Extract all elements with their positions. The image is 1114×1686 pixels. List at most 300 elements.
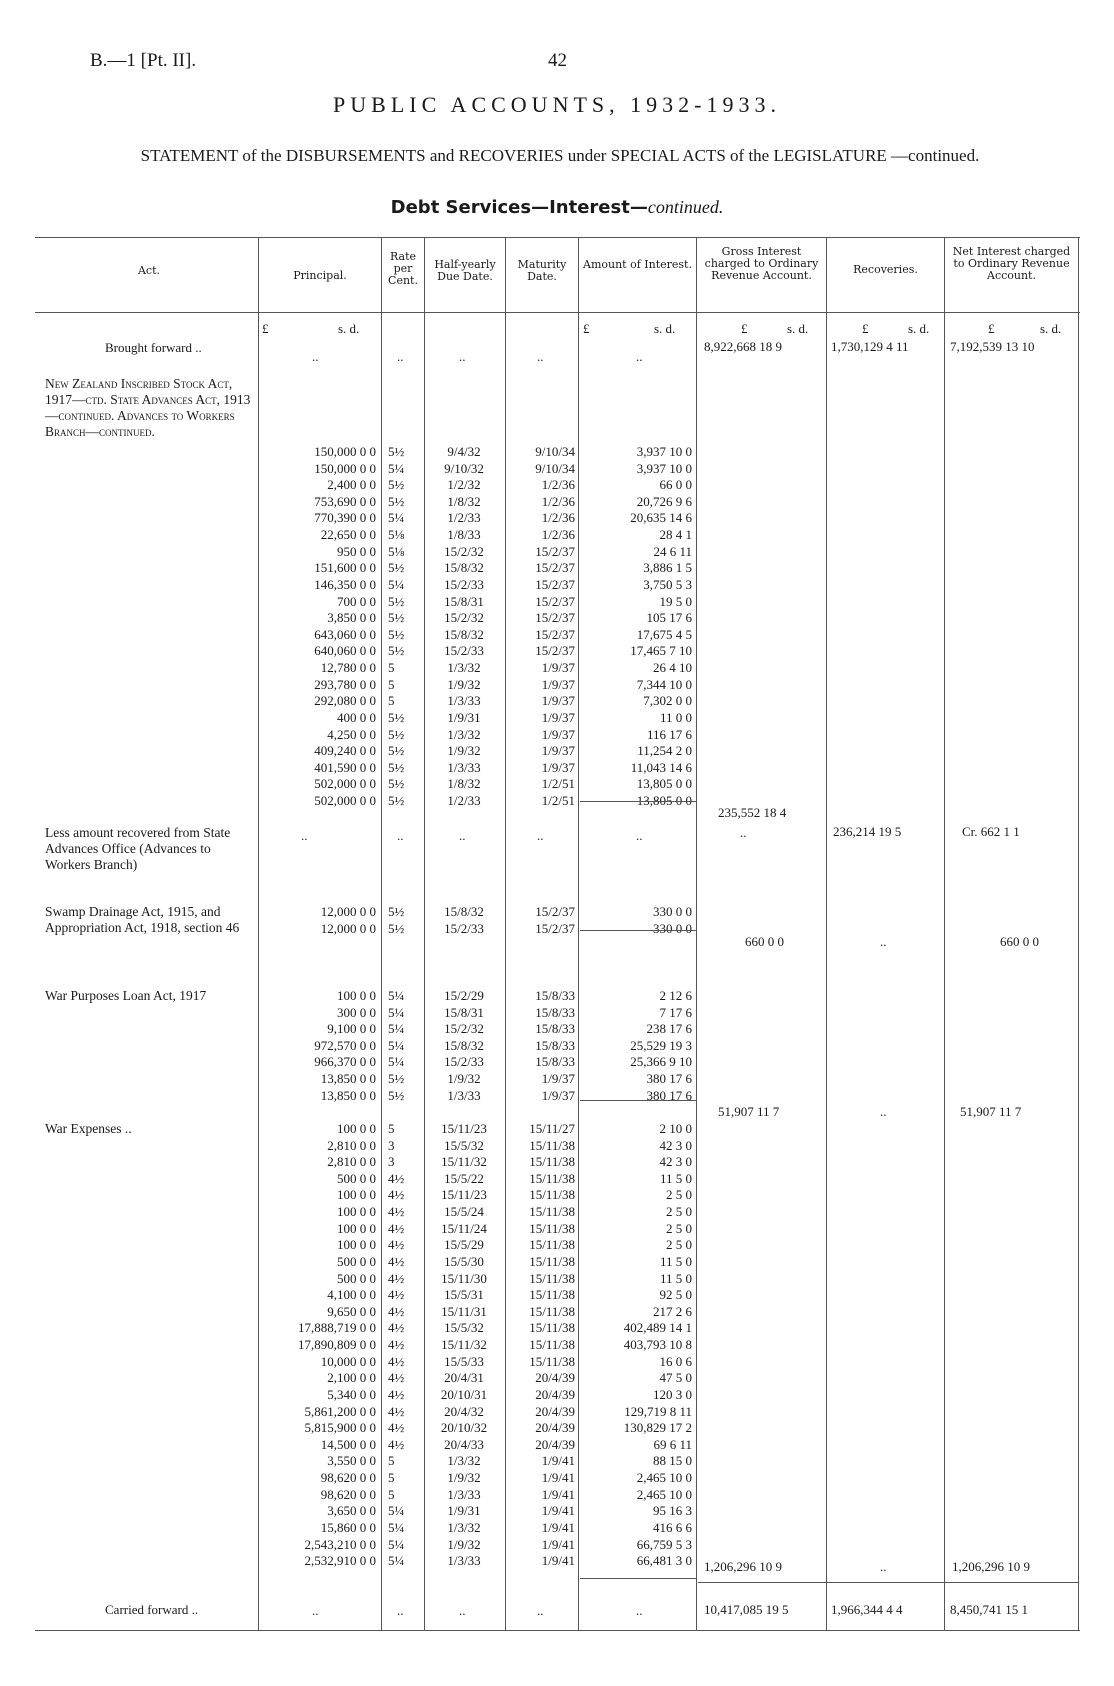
halfyearly-date-cell: 1/3/32 (447, 1453, 481, 1469)
interest-amount-cell: 2 5 0 (666, 1237, 692, 1253)
halfyearly-date-cell: 15/2/33 (444, 576, 484, 592)
principal-cell: 9,100 0 0 (327, 1021, 376, 1037)
maturity-date-cell: 1/2/36 (541, 527, 575, 543)
interest-amount-cell: 380 17 6 (646, 1071, 692, 1087)
principal-cell: 640,060 0 0 (314, 643, 376, 659)
rate-cell: 5½ (388, 643, 405, 659)
placeholder-dots: .. (636, 349, 643, 364)
halfyearly-date-cell: 1/9/32 (447, 1536, 481, 1552)
maturity-date-cell: 1/9/41 (541, 1470, 575, 1486)
interest-amount-cell: 25,366 9 10 (630, 1054, 692, 1070)
principal-cell: 4,100 0 0 (327, 1287, 376, 1303)
table-row (0, 1537, 1114, 1553)
col-rate: Rate per Cent. (388, 250, 418, 287)
rate-cell: 4½ (388, 1436, 405, 1452)
halfyearly-date-cell: 15/5/29 (444, 1237, 484, 1253)
recoveries-state-advances: 236,214 19 5 (833, 824, 902, 839)
rate-cell: 4½ (388, 1237, 405, 1253)
brought-forward-label: Brought forward .. (105, 340, 202, 355)
interest-amount-cell: 116 17 6 (646, 726, 692, 742)
table-bottom-rule (35, 1630, 1080, 1631)
net-swamp-drainage: 660 0 0 (1000, 934, 1039, 949)
maturity-date-cell: 20/4/39 (535, 1370, 575, 1386)
net-state-advances: Cr. 662 1 1 (962, 824, 1020, 839)
interest-amount-cell: 416 6 6 (653, 1519, 692, 1535)
subtotal-rule (580, 930, 696, 931)
placeholder-dots: .. (537, 349, 544, 364)
principal-cell: 2,810 0 0 (327, 1154, 376, 1170)
table-row (0, 1337, 1114, 1353)
subtotal-rule (580, 1578, 696, 1579)
maturity-date-cell: 15/2/37 (535, 904, 575, 919)
rate-cell: 5½ (388, 626, 405, 642)
gross-war-expenses: 1,206,296 10 9 (704, 1559, 782, 1574)
table-row (0, 444, 1114, 460)
maturity-date-cell: 15/11/38 (529, 1353, 575, 1369)
rate-cell: 4½ (388, 1420, 405, 1436)
maturity-date-cell: 1/9/41 (541, 1519, 575, 1535)
halfyearly-date-cell: 15/11/31 (441, 1303, 487, 1319)
rate-cell: 4½ (388, 1303, 405, 1319)
maturity-date-cell: 1/9/41 (541, 1553, 575, 1569)
maturity-date-cell: 15/2/37 (535, 643, 575, 659)
placeholder-dots: .. (880, 934, 887, 949)
interest-amount-cell: 11 5 0 (659, 1270, 692, 1286)
halfyearly-date-cell: 1/8/32 (447, 493, 481, 509)
interest-amount-cell: 11 0 0 (659, 709, 692, 725)
maturity-date-cell: 15/11/38 (529, 1220, 575, 1236)
statement-subtitle: STATEMENT of the DISBURSEMENTS and RECOVERIES under SPECIAL ACTS of the LEGISLATURE —continued. (140, 146, 980, 165)
halfyearly-date-cell: 15/5/31 (444, 1287, 484, 1303)
interest-amount-cell: 13,805 0 0 (636, 776, 692, 792)
table-row (0, 1304, 1114, 1320)
rate-cell: 4½ (388, 1320, 405, 1336)
act-name-inscribed-stock: New Zealand Inscribed Stock Act, 1917—ctd. State Advances Act, 1913—continued. Advances to Workers Branch—continued. (45, 376, 251, 439)
placeholder-dots: .. (459, 828, 466, 843)
rate-cell: 5½ (388, 726, 405, 742)
rate-cell: 5¼ (388, 460, 405, 476)
maturity-date-cell: 15/2/37 (535, 560, 575, 576)
halfyearly-date-cell: 1/9/31 (447, 709, 481, 725)
interest-amount-cell: 7,344 10 0 (636, 676, 692, 692)
halfyearly-date-cell: 15/8/32 (444, 560, 484, 576)
rate-cell: 5¼ (388, 1553, 405, 1569)
halfyearly-date-cell: 1/8/32 (447, 776, 481, 792)
maturity-date-cell: 15/8/33 (535, 1054, 575, 1070)
table-row (0, 510, 1114, 526)
principal-cell: 500 0 0 (337, 1253, 376, 1269)
rate-cell: 5¼ (388, 1503, 405, 1519)
maturity-date-cell: 15/2/37 (535, 543, 575, 559)
interest-amount-cell: 11 5 0 (659, 1170, 692, 1186)
table-row (0, 477, 1114, 493)
rate-cell: 4½ (388, 1220, 405, 1236)
unit-pound: £ (583, 321, 590, 336)
maturity-date-cell: 20/4/39 (535, 1436, 575, 1452)
maturity-date-cell: 1/2/36 (541, 510, 575, 526)
maturity-date-cell: 15/11/38 (529, 1137, 575, 1153)
maturity-date-cell: 15/11/27 (529, 1121, 575, 1136)
rate-cell: 5½ (388, 904, 405, 919)
halfyearly-date-cell: 1/2/32 (447, 477, 481, 493)
halfyearly-date-cell: 1/3/33 (447, 693, 481, 709)
halfyearly-date-cell: 20/10/31 (440, 1386, 488, 1402)
col-net: Net Interest charged to Ordinary Revenue Account. (952, 245, 1071, 282)
halfyearly-date-cell: 15/2/32 (444, 543, 484, 559)
principal-cell: 972,570 0 0 (314, 1037, 376, 1053)
interest-amount-cell: 26 4 10 (653, 660, 692, 676)
page-reference: B.—1 [Pt. II]. (90, 50, 197, 71)
halfyearly-date-cell: 15/8/32 (444, 904, 484, 919)
interest-amount-cell: 42 3 0 (659, 1137, 692, 1153)
principal-cell: 300 0 0 (337, 1004, 376, 1020)
halfyearly-date-cell: 15/5/32 (444, 1137, 484, 1153)
section-heading-continued: continued. (647, 197, 724, 217)
principal-cell: 500 0 0 (337, 1170, 376, 1186)
maturity-date-cell: 15/2/37 (535, 610, 575, 626)
rate-cell: 5½ (388, 776, 405, 792)
subtotal-rule (580, 1100, 696, 1101)
maturity-date-cell: 15/11/38 (529, 1303, 575, 1319)
table-row (0, 643, 1114, 659)
halfyearly-date-cell: 1/3/33 (447, 1087, 481, 1103)
group-label-less-recovered: Less amount recovered from State Advances Office (Advances to Workers Branch) (45, 825, 231, 872)
brought-forward-recoveries: 1,730,129 4 11 (831, 339, 909, 354)
table-row (0, 1088, 1114, 1104)
table-row (0, 1171, 1114, 1187)
interest-amount-cell: 2 5 0 (666, 1187, 692, 1203)
table-row (0, 727, 1114, 743)
placeholder-dots: .. (537, 828, 544, 843)
halfyearly-date-cell: 15/2/33 (444, 643, 484, 659)
subtotal-rule (580, 801, 696, 802)
rate-cell: 5 (388, 1470, 395, 1486)
table-row (0, 577, 1114, 593)
table-row (0, 988, 1114, 1004)
maturity-date-cell: 15/8/33 (535, 1021, 575, 1037)
rate-cell: 5½ (388, 593, 405, 609)
maturity-date-cell: 15/2/37 (535, 920, 575, 936)
halfyearly-date-cell: 9/10/32 (444, 460, 484, 476)
principal-cell: 10,000 0 0 (320, 1353, 376, 1369)
principal-cell: 502,000 0 0 (314, 793, 376, 809)
table-row (0, 544, 1114, 560)
maturity-date-cell: 15/2/37 (535, 576, 575, 592)
table-row (0, 1021, 1114, 1037)
rate-cell: 4½ (388, 1170, 405, 1186)
principal-cell: 770,390 0 0 (314, 510, 376, 526)
col-act: Act. (137, 264, 161, 277)
table-row (0, 1154, 1114, 1170)
rate-cell: 5½ (388, 444, 405, 459)
interest-amount-cell: 25,529 19 3 (630, 1037, 692, 1053)
interest-amount-cell: 3,937 10 0 (636, 444, 692, 459)
rate-cell: 3 (388, 1154, 395, 1170)
rate-cell: 4½ (388, 1204, 405, 1220)
table-row (0, 1054, 1114, 1070)
rate-cell: 5¼ (388, 510, 405, 526)
principal-cell: 400 0 0 (337, 709, 376, 725)
principal-cell: 100 0 0 (337, 1220, 376, 1236)
table-row (0, 1503, 1114, 1519)
halfyearly-date-cell: 1/9/32 (447, 1071, 481, 1087)
halfyearly-date-cell: 15/5/24 (444, 1204, 484, 1220)
rate-cell: 5½ (388, 920, 405, 936)
maturity-date-cell: 15/11/38 (529, 1204, 575, 1220)
interest-amount-cell: 238 17 6 (646, 1021, 692, 1037)
halfyearly-date-cell: 15/11/30 (441, 1270, 487, 1286)
halfyearly-date-cell: 1/3/32 (447, 660, 481, 676)
halfyearly-date-cell: 15/2/33 (444, 1054, 484, 1070)
table-row (0, 1271, 1114, 1287)
table-row (0, 1354, 1114, 1370)
principal-cell: 14,500 0 0 (320, 1436, 376, 1452)
interest-amount-cell: 2 5 0 (666, 1220, 692, 1236)
maturity-date-cell: 1/9/41 (541, 1503, 575, 1519)
table-row (0, 1071, 1114, 1087)
halfyearly-date-cell: 15/11/32 (441, 1337, 487, 1353)
interest-amount-cell: 11,254 2 0 (637, 743, 692, 759)
halfyearly-date-cell: 1/3/33 (447, 1553, 481, 1569)
unit-sd: s. d. (338, 321, 360, 336)
carried-forward-gross: 10,417,085 19 5 (704, 1602, 789, 1617)
table-row (0, 1187, 1114, 1203)
principal-cell: 13,850 0 0 (320, 1087, 376, 1103)
net-war-expenses: 1,206,296 10 9 (952, 1559, 1030, 1574)
header-bottom-rule (35, 312, 1080, 313)
halfyearly-date-cell: 1/8/33 (447, 527, 481, 543)
principal-cell: 950 0 0 (337, 543, 376, 559)
col-amount: Amount of Interest. (583, 258, 692, 271)
interest-amount-cell: 330 0 0 (653, 904, 692, 919)
interest-amount-cell: 3,937 10 0 (636, 460, 692, 476)
rate-cell: 5 (388, 660, 395, 676)
interest-amount-cell: 403,793 10 8 (623, 1337, 692, 1353)
principal-cell: 9,650 0 0 (327, 1303, 376, 1319)
maturity-date-cell: 1/9/37 (541, 726, 575, 742)
interest-amount-cell: 129,719 8 11 (624, 1403, 692, 1419)
interest-amount-cell: 24 6 11 (653, 543, 692, 559)
placeholder-dots: .. (397, 1603, 404, 1618)
interest-amount-cell: 11 5 0 (659, 1253, 692, 1269)
principal-cell: 5,815,900 0 0 (304, 1420, 376, 1436)
placeholder-dots: .. (312, 349, 319, 364)
interest-amount-cell: 20,726 9 6 (636, 493, 692, 509)
unit-sd: s. d. (654, 321, 676, 336)
group-label-war-expenses: War Expenses .. (45, 1121, 132, 1136)
maturity-date-cell: 15/11/38 (529, 1337, 575, 1353)
placeholder-dots: .. (636, 828, 643, 843)
table-row (0, 1370, 1114, 1386)
halfyearly-date-cell: 1/3/32 (447, 726, 481, 742)
brought-forward-gross: 8,922,668 18 9 (704, 339, 782, 354)
maturity-date-cell: 20/4/39 (535, 1386, 575, 1402)
principal-cell: 22,650 0 0 (320, 527, 376, 543)
interest-amount-cell: 17,675 4 5 (636, 626, 692, 642)
principal-cell: 15,860 0 0 (320, 1519, 376, 1535)
table-row (0, 710, 1114, 726)
interest-amount-cell: 69 6 11 (653, 1436, 692, 1452)
interest-amount-cell: 380 17 6 (646, 1087, 692, 1103)
interest-amount-cell: 217 2 6 (653, 1303, 692, 1319)
interest-amount-cell: 20,635 14 6 (630, 510, 692, 526)
interest-amount-cell: 28 4 1 (659, 527, 692, 543)
table-row (0, 1287, 1114, 1303)
interest-amount-cell: 47 5 0 (659, 1370, 692, 1386)
halfyearly-date-cell: 1/2/33 (447, 510, 481, 526)
rate-cell: 4½ (388, 1337, 405, 1353)
gross-swamp-drainage: 660 0 0 (745, 934, 784, 949)
table-row (0, 1437, 1114, 1453)
rate-cell: 4½ (388, 1270, 405, 1286)
principal-cell: 13,850 0 0 (320, 1071, 376, 1087)
principal-cell: 100 0 0 (337, 988, 376, 1003)
interest-amount-cell: 2 5 0 (666, 1204, 692, 1220)
rate-cell: 4½ (388, 1187, 405, 1203)
rate-cell: 5½ (388, 1087, 405, 1103)
rate-cell: 5½ (388, 1071, 405, 1087)
maturity-date-cell: 15/11/38 (529, 1287, 575, 1303)
table-row (0, 1204, 1114, 1220)
rate-cell: 5½ (388, 743, 405, 759)
interest-amount-cell: 402,489 14 1 (623, 1320, 692, 1336)
maturity-date-cell: 1/9/37 (541, 693, 575, 709)
rate-cell: 5¼ (388, 1037, 405, 1053)
table-row (0, 660, 1114, 676)
carried-forward-net: 8,450,741 15 1 (950, 1602, 1028, 1617)
table-row (0, 921, 1114, 937)
halfyearly-date-cell: 15/8/31 (444, 593, 484, 609)
rate-cell: 4½ (388, 1386, 405, 1402)
gross-state-advances: 235,552 18 4 (718, 805, 787, 820)
maturity-date-cell: 9/10/34 (535, 460, 575, 476)
placeholder-dots: .. (397, 349, 404, 364)
maturity-date-cell: 15/2/37 (535, 626, 575, 642)
table-row (0, 693, 1114, 709)
rate-cell: 5 (388, 676, 395, 692)
carried-forward-label: Carried forward .. (105, 1602, 199, 1617)
interest-amount-cell: 7 17 6 (659, 1004, 692, 1020)
principal-cell: 753,690 0 0 (314, 493, 376, 509)
maturity-date-cell: 1/9/37 (541, 676, 575, 692)
col-halfyearly: Half-yearly Due Date. (434, 258, 496, 283)
interest-amount-cell: 17,465 7 10 (630, 643, 692, 659)
maturity-date-cell: 15/11/38 (529, 1253, 575, 1269)
maturity-date-cell: 1/2/36 (541, 477, 575, 493)
rate-cell: 5½ (388, 709, 405, 725)
maturity-date-cell: 15/11/38 (529, 1187, 575, 1203)
principal-cell: 100 0 0 (337, 1121, 376, 1136)
placeholder-dots: .. (880, 1104, 887, 1119)
table-row (0, 610, 1114, 626)
rate-cell: 5½ (388, 493, 405, 509)
halfyearly-date-cell: 1/3/33 (447, 759, 481, 775)
maturity-date-cell: 15/11/38 (529, 1270, 575, 1286)
halfyearly-date-cell: 15/11/23 (441, 1187, 487, 1203)
halfyearly-date-cell: 1/9/32 (447, 1470, 481, 1486)
table-top-rule (35, 237, 1080, 238)
rate-cell: 5¼ (388, 1054, 405, 1070)
rate-cell: 4½ (388, 1353, 405, 1369)
principal-cell: 643,060 0 0 (314, 626, 376, 642)
table-row (0, 1420, 1114, 1436)
rate-cell: 5¼ (388, 1021, 405, 1037)
principal-cell: 150,000 0 0 (314, 460, 376, 476)
maturity-date-cell: 15/11/38 (529, 1237, 575, 1253)
table-row (0, 776, 1114, 792)
principal-cell: 146,350 0 0 (314, 576, 376, 592)
total-rule (698, 1582, 1078, 1583)
interest-amount-cell: 2 12 6 (659, 988, 692, 1003)
unit-sd: s. d. (1040, 321, 1062, 336)
maturity-date-cell: 15/11/38 (529, 1320, 575, 1336)
rate-cell: 5⅛ (388, 543, 405, 559)
principal-cell: 2,400 0 0 (327, 477, 376, 493)
col-gross: Gross Interest charged to Ordinary Revenue Account. (704, 245, 819, 282)
principal-cell: 100 0 0 (337, 1237, 376, 1253)
rate-cell: 4½ (388, 1370, 405, 1386)
placeholder-dots: .. (459, 349, 466, 364)
placeholder-dots: .. (397, 828, 404, 843)
principal-cell: 100 0 0 (337, 1204, 376, 1220)
interest-amount-cell: 130,829 17 2 (623, 1420, 692, 1436)
table-row (0, 1387, 1114, 1403)
maturity-date-cell: 20/4/39 (535, 1420, 575, 1436)
maturity-date-cell: 1/9/37 (541, 1087, 575, 1103)
halfyearly-date-cell: 20/4/31 (444, 1370, 484, 1386)
table-row (0, 627, 1114, 643)
interest-amount-cell: 3,750 5 3 (643, 576, 692, 592)
table-row (0, 1520, 1114, 1536)
carried-forward-recoveries: 1,966,344 4 4 (831, 1602, 903, 1617)
rate-cell: 5 (388, 1121, 395, 1136)
principal-cell: 12,000 0 0 (320, 904, 376, 919)
table-row (0, 793, 1114, 809)
principal-cell: 5,861,200 0 0 (304, 1403, 376, 1419)
maturity-date-cell: 15/11/38 (529, 1170, 575, 1186)
halfyearly-date-cell: 15/8/31 (444, 1004, 484, 1020)
rate-cell: 5½ (388, 610, 405, 626)
interest-amount-cell: 92 5 0 (659, 1287, 692, 1303)
rate-cell: 5¼ (388, 1536, 405, 1552)
group-label-war-purposes: War Purposes Loan Act, 1917 (45, 988, 207, 1003)
table-row (0, 1453, 1114, 1469)
halfyearly-date-cell: 15/2/33 (444, 920, 484, 936)
interest-amount-cell: 16 0 6 (659, 1353, 692, 1369)
maturity-date-cell: 1/9/37 (541, 759, 575, 775)
halfyearly-date-cell: 20/10/32 (440, 1420, 488, 1436)
placeholder-dots: .. (312, 1603, 319, 1618)
interest-amount-cell: 95 16 3 (653, 1503, 692, 1519)
section-heading (0, 197, 1114, 218)
placeholder-dots: .. (537, 1603, 544, 1618)
principal-cell: 5,340 0 0 (327, 1386, 376, 1402)
gross-war-purposes: 51,907 11 7 (718, 1104, 780, 1119)
halfyearly-date-cell: 15/2/29 (444, 988, 484, 1003)
unit-pound: £ (262, 321, 269, 336)
halfyearly-date-cell: 1/9/31 (447, 1503, 481, 1519)
maturity-date-cell: 1/9/37 (541, 660, 575, 676)
unit-pound: £ (988, 321, 995, 336)
table-row (0, 1404, 1114, 1420)
principal-cell: 98,620 0 0 (320, 1486, 376, 1502)
rate-cell: 5½ (388, 560, 405, 576)
principal-cell: 100 0 0 (337, 1187, 376, 1203)
principal-cell: 12,780 0 0 (320, 660, 376, 676)
table-row (0, 743, 1114, 759)
principal-cell: 292,080 0 0 (314, 693, 376, 709)
interest-amount-cell: 42 3 0 (659, 1154, 692, 1170)
